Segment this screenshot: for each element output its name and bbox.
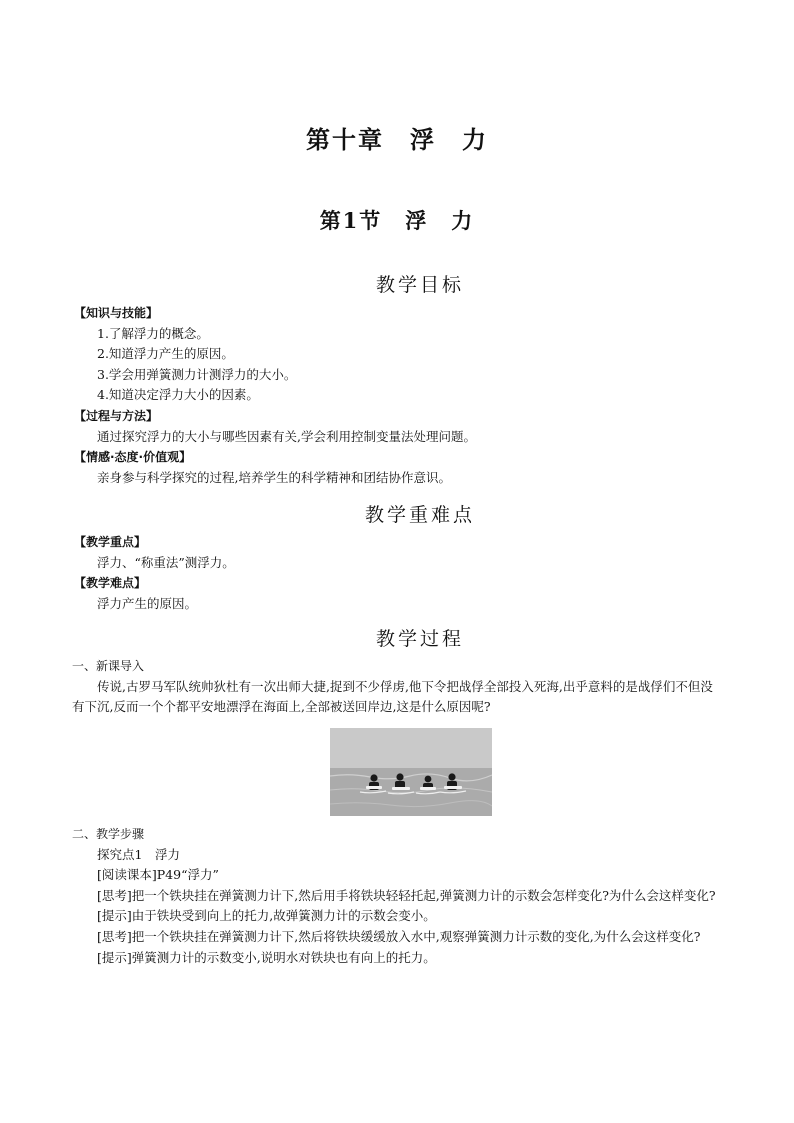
heading-process: 教学过程 [375, 628, 464, 650]
intro-text: 传说,古罗马军队统帅狄杜有一次出师大捷,捉到不少俘虏,他下令把战俘全部投入死海,出乎意料的是战俘们不但没有下沉,反而一个个都平安地漂浮在海面上,全部被送回岸边,这是什么原因呢? [72, 678, 713, 715]
think-text-1: 把一个铁块挂在弹簧测力计下,然后用手将铁块轻轻托起,弹簧测力计的示数会怎样变化?为什么会这样变化? [131, 887, 716, 903]
key-label: 【教学重点】 [74, 535, 147, 549]
heading-keypoints: 教学重难点 [364, 504, 475, 526]
heading-objectives: 教学目标 [375, 274, 464, 296]
read-text: P49“浮力” [156, 867, 219, 883]
knowledge-item: 3.学会用弹簧测力计测浮力的大小。 [97, 366, 297, 382]
read-line [72, 865, 722, 886]
process-label: 【过程与方法】 [74, 408, 159, 423]
attitude-label: 【情感·态度·价值观】 [74, 450, 192, 465]
knowledge-item: 4.知道决定浮力大小的因素。 [97, 387, 259, 403]
steps-block [72, 824, 722, 968]
think-tag: [思考] [97, 928, 132, 944]
think-text-2: 把一个铁块挂在弹簧测力计下,然后将铁块缓缓放入水中,观察弹簧测力计示数的变化,为什么会这样变化? [131, 928, 701, 944]
hint-paragraph-2 [72, 948, 722, 969]
process-text: 通过探究浮力的大小与哪些因素有关,学会利用控制变量法处理问题。 [97, 428, 476, 444]
dead-sea-photo [330, 728, 492, 816]
difficult-text: 浮力产生的原因。 [97, 595, 198, 611]
section-title: 第1节 浮 力 [319, 208, 475, 233]
think-tag: [思考] [97, 887, 132, 903]
key-text: 浮力、“称重法”测浮力。 [97, 554, 235, 570]
intro-label: 一、新课导入 [72, 659, 145, 673]
chapter-title: 第十章 浮 力 [306, 125, 488, 154]
hint-tag: [提示] [97, 949, 132, 965]
keypoints-block [72, 532, 722, 614]
objectives-block [72, 303, 722, 488]
hint-text-1: 由于铁块受到向上的托力,故弹簧测力计的示数会变小。 [131, 908, 436, 924]
hint-paragraph-1 [72, 906, 722, 927]
attitude-text: 亲身参与科学探究的过程,培养学生的科学精神和团结协作意识。 [97, 469, 451, 485]
hint-tag: [提示] [97, 908, 132, 924]
dead-sea-photo-graphic [330, 728, 492, 816]
difficult-label: 【教学难点】 [74, 576, 147, 591]
knowledge-item: 2.知道浮力产生的原因。 [97, 346, 234, 362]
hint-text-2: 弹簧测力计的示数变小,说明水对铁块也有向上的托力。 [131, 949, 436, 965]
knowledge-label: 【知识与技能】 [74, 306, 159, 320]
knowledge-item: 1.了解浮力的概念。 [97, 325, 209, 341]
read-tag: [阅读课本] [97, 867, 157, 883]
steps-label: 二、教学步骤 [72, 827, 145, 841]
think-paragraph-2 [72, 927, 722, 948]
intro-block [72, 656, 722, 718]
think-paragraph-1 [72, 886, 722, 907]
explore-point: 探究点1 浮力 [97, 846, 180, 862]
